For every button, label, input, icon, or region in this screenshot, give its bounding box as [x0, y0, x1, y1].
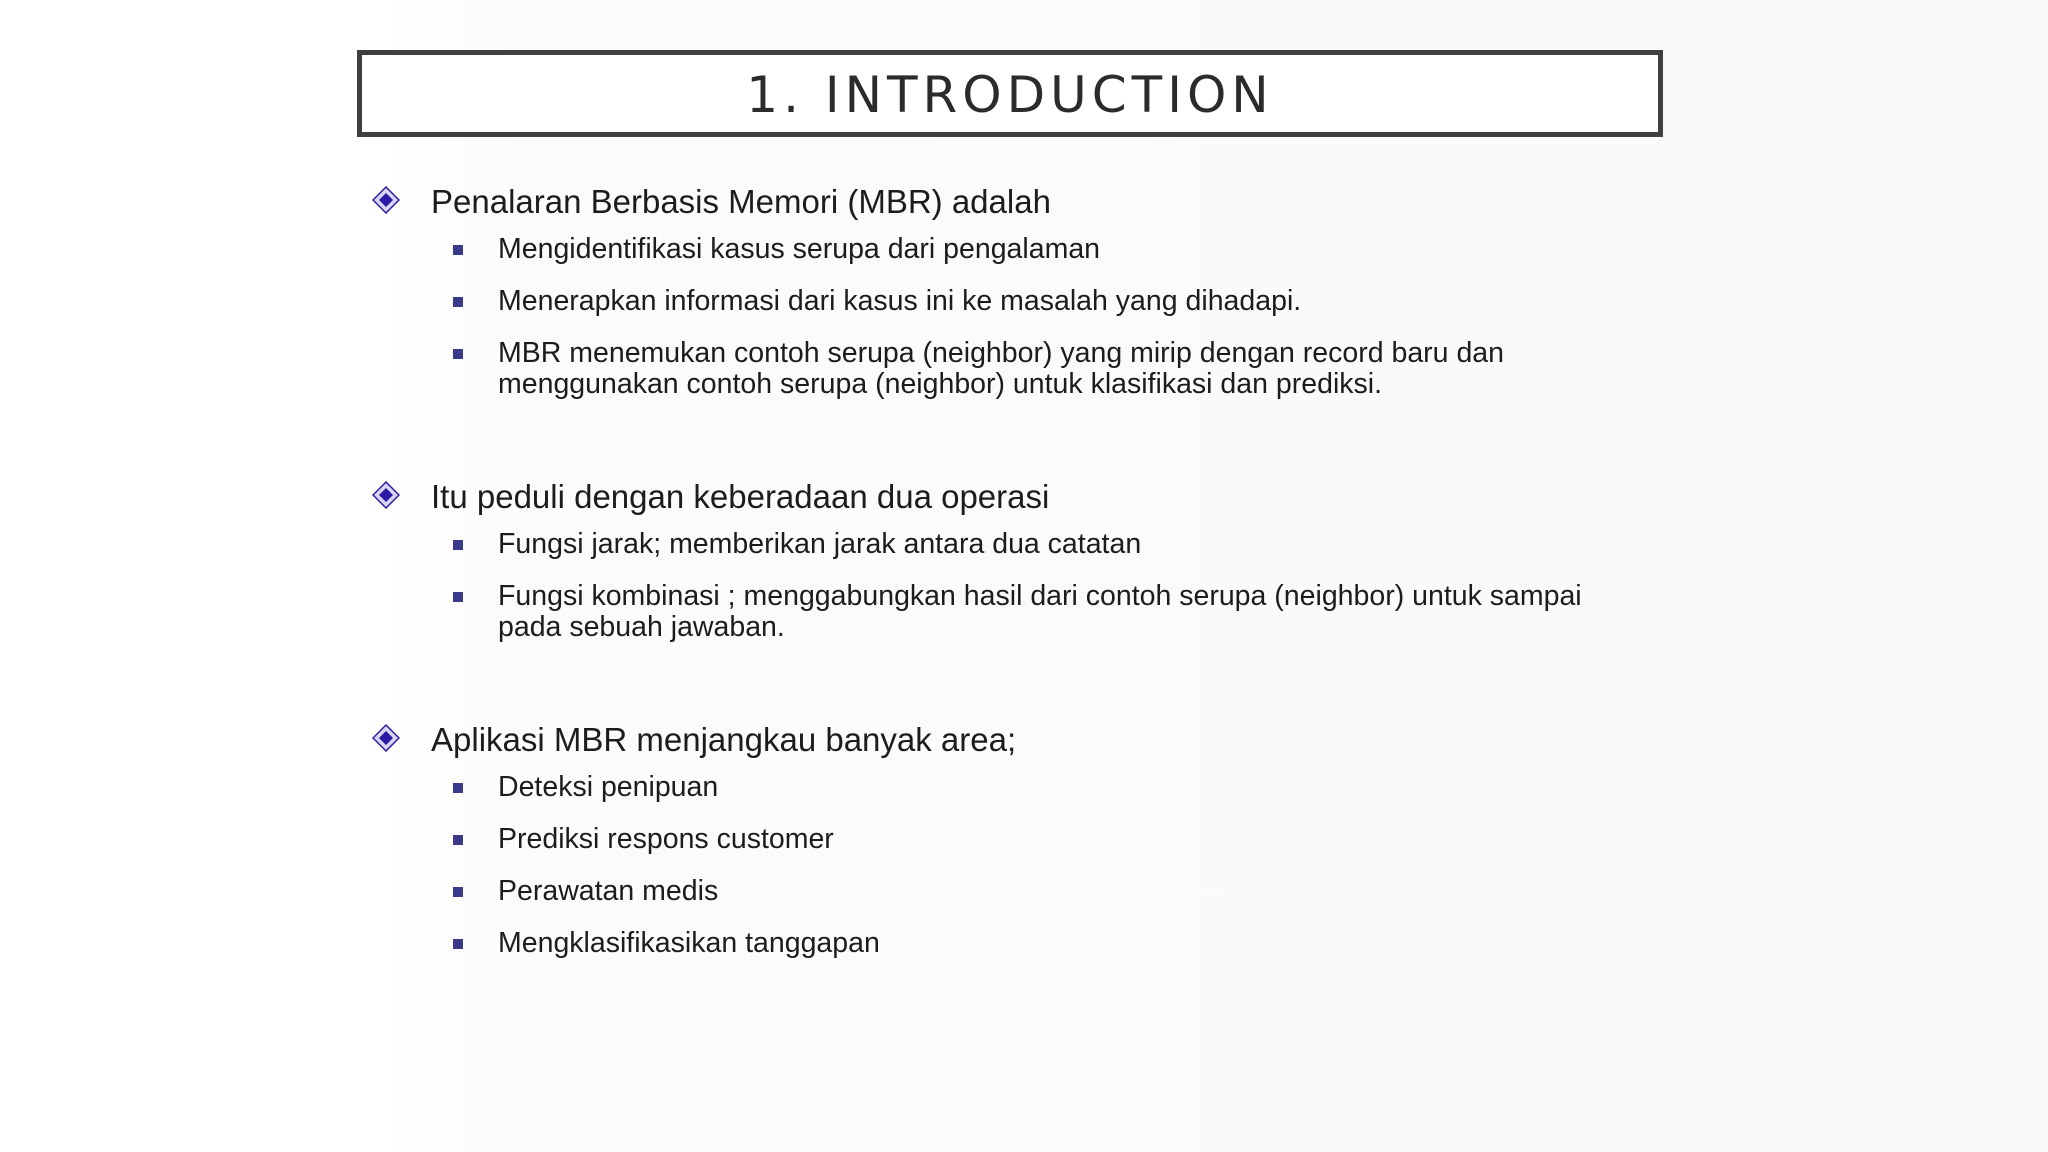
list-item-text: Perawatan medis: [498, 875, 719, 907]
square-bullet-icon: [453, 297, 463, 307]
main-bullet-text: Penalaran Berbasis Memori (MBR) adalah: [431, 183, 1051, 220]
list-item: [370, 234, 1670, 265]
section-mbr-applications: [370, 716, 1670, 980]
list-item: [370, 286, 1670, 317]
list-item: [370, 581, 1670, 643]
sub-list: [370, 234, 1670, 400]
square-bullet-icon: [453, 349, 463, 359]
list-item-text: Fungsi kombinasi ; menggabungkan hasil dari contoh serupa (neighbor) untuk sampai pada sebuah jawaban.: [498, 580, 1582, 643]
list-item-text: Menerapkan informasi dari kasus ini ke masalah yang dihadapi.: [498, 285, 1302, 317]
square-bullet-icon: [453, 835, 463, 845]
sub-list: [370, 772, 1670, 959]
sub-list: [370, 529, 1670, 643]
diamond-bullet-icon: [372, 186, 400, 214]
square-bullet-icon: [453, 540, 463, 550]
diamond-bullet-icon: [372, 481, 400, 509]
main-bullet-text: Itu peduli dengan keberadaan dua operasi: [431, 478, 1050, 515]
square-bullet-icon: [453, 783, 463, 793]
main-bullet: [370, 473, 1670, 521]
section-mbr-definition: [370, 178, 1670, 421]
main-bullet: [370, 178, 1670, 226]
list-item-text: Prediksi respons customer: [498, 823, 834, 855]
square-bullet-icon: [453, 592, 463, 602]
square-bullet-icon: [453, 939, 463, 949]
slide-title: 1. INTRODUCTION: [746, 65, 1274, 124]
diamond-bullet-icon: [372, 724, 400, 752]
list-item-text: MBR menemukan contoh serupa (neighbor) yang mirip dengan record baru dan menggunakan contoh serupa (neighbor) untuk klasifikasi dan prediksi.: [498, 337, 1504, 400]
square-bullet-icon: [453, 887, 463, 897]
list-item: [370, 338, 1670, 400]
main-bullet-text: Aplikasi MBR menjangkau banyak area;: [431, 721, 1017, 758]
list-item: [370, 824, 1670, 855]
list-item: [370, 876, 1670, 907]
section-two-operations: [370, 473, 1670, 664]
list-item-text: Fungsi jarak; memberikan jarak antara dua catatan: [498, 528, 1142, 560]
title-box: [357, 50, 1663, 137]
list-item: [370, 928, 1670, 959]
square-bullet-icon: [453, 245, 463, 255]
list-item: [370, 772, 1670, 803]
main-bullet: [370, 716, 1670, 764]
list-item: [370, 529, 1670, 560]
list-item-text: Mengklasifikasikan tanggapan: [498, 927, 880, 959]
list-item-text: Deteksi penipuan: [498, 771, 719, 803]
list-item-text: Mengidentifikasi kasus serupa dari pengalaman: [498, 233, 1101, 265]
